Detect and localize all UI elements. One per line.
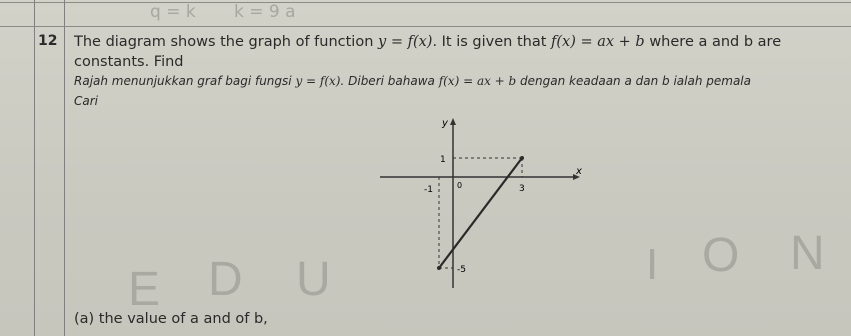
bg-letter-u: U <box>296 253 331 306</box>
origin-label: 0 <box>457 181 463 190</box>
endpoint-bottom <box>437 266 441 270</box>
question-number: 12 <box>38 33 58 49</box>
question-malay-line2: Cari <box>74 94 98 108</box>
english-text-1: The diagram shows the graph of function <box>74 34 379 50</box>
graph-line <box>439 158 522 268</box>
english-text-2: . It is given that <box>432 34 552 50</box>
bg-letter-n: N <box>790 227 825 280</box>
margin-rule-left <box>34 0 35 336</box>
tick-label-xm1: -1 <box>424 185 433 195</box>
bg-letter-e: E <box>128 263 161 316</box>
malay-text-3: dengan keadaan a dan b ialah pemala <box>516 74 751 88</box>
question-english-line1 <box>74 34 781 50</box>
english-math-1: y = f(x) <box>378 34 433 50</box>
malay-text-1: Rajah menunjukkan graf bagi fungsi <box>74 74 296 88</box>
bg-letter-i: I <box>646 240 659 289</box>
margin-rule-right <box>64 0 65 336</box>
english-math-2: f(x) = ax + b <box>551 34 645 50</box>
tick-label-y1: 1 <box>440 155 446 165</box>
y-axis-label: y <box>442 118 448 129</box>
pencil-scribble-1: q = k <box>150 2 196 22</box>
function-graph <box>380 110 590 300</box>
bg-letter-o: O <box>702 229 740 282</box>
tick-label-x3: 3 <box>519 184 525 194</box>
malay-text-2: . Diberi bahawa <box>340 74 439 88</box>
sub-question-a: (a) the value of a and of b, <box>74 311 268 327</box>
english-text-3: where a and b are <box>644 34 782 50</box>
malay-math-1: y = f(x) <box>295 74 341 88</box>
top-rule <box>0 2 851 3</box>
question-english-line2: constants. Find <box>74 54 184 70</box>
pencil-scribble-2: k = 9 a <box>234 2 296 22</box>
question-malay-line1 <box>74 74 751 88</box>
y-axis-arrow <box>450 118 456 125</box>
endpoint-top <box>520 156 524 160</box>
bg-letter-d: D <box>208 253 243 306</box>
malay-math-2: f(x) = ax + b <box>438 74 517 88</box>
x-axis-label: x <box>576 166 582 177</box>
header-rule <box>0 26 851 27</box>
tick-label-ym5: -5 <box>457 265 466 275</box>
